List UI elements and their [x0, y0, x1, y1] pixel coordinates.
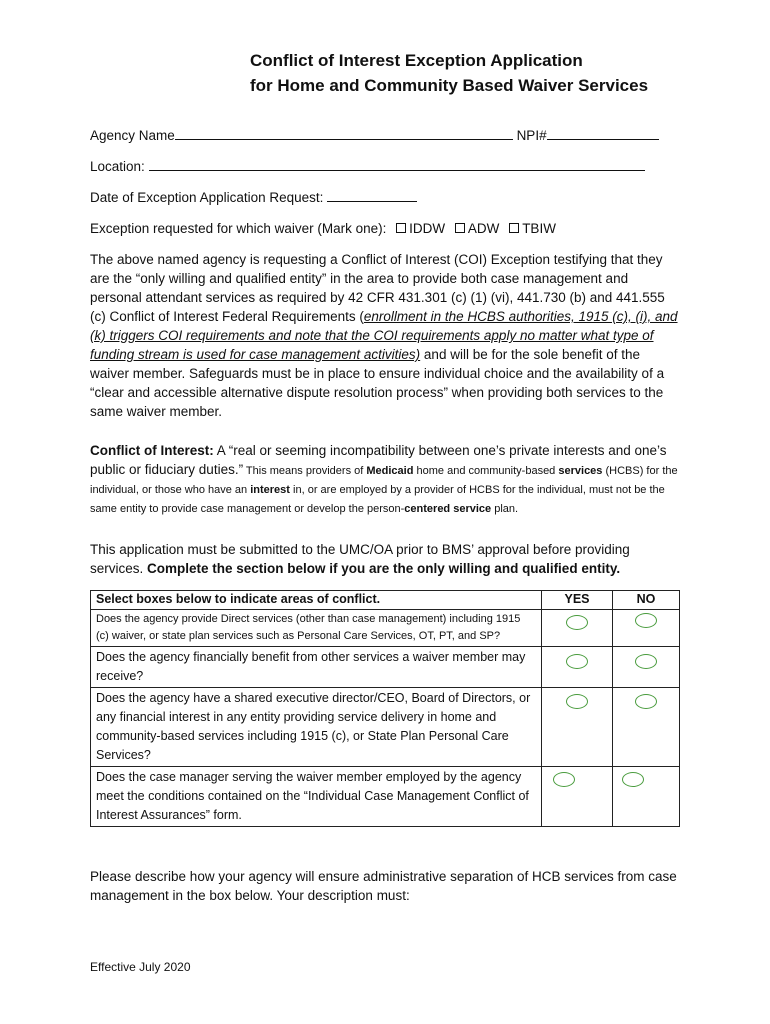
yes-radio-1[interactable] [566, 615, 588, 630]
question-1: Does the agency provide Direct services (other than case management) including 1915 (c) waiver, or state plan services such as Personal Care Services, OT, PT, and SP? [91, 610, 542, 647]
yes-radio-4[interactable] [553, 772, 575, 787]
date-label: Date of Exception Application Request: [90, 190, 324, 205]
iddw-label: IDDW [409, 221, 446, 236]
yes-cell [542, 610, 613, 647]
agency-name-field[interactable] [175, 127, 513, 140]
adw-checkbox[interactable] [455, 223, 465, 233]
def-bold-2: services [558, 465, 603, 477]
table-row [91, 767, 680, 827]
def-text-2: home and community-based [413, 465, 559, 477]
intro-text-b: and will be for the sole benefit of the waiver member. Safeguards must be in place to ensure individual choice and the availability of a “clear and accessible alternative dispute resolution process” when providing both services to the same waiver member. [90, 347, 665, 419]
submit-bold-text: Complete the section below if you are the only willing and qualified entity. [147, 561, 621, 576]
def-bold-1: Medicaid [366, 465, 414, 477]
document-title [250, 48, 648, 98]
intro-underlined-text: enrollment in the HCBS authorities, 1915 (c), (i), and (k) triggers COI requirements and note that the COI requirements apply no matter what type of funding stream is used for case management activities) [90, 309, 678, 362]
yes-radio-3[interactable] [566, 694, 588, 709]
no-cell [613, 767, 680, 827]
title-line-1: Conflict of Interest Exception Application [250, 51, 583, 70]
footer-effective-date: Effective July 2020 [90, 960, 191, 974]
agency-name-row [90, 127, 659, 145]
question-4: Does the case manager serving the waiver member employed by the agency meet the conditions contained on the “Individual Case Management Conflict of Interest Assurances” form. [91, 767, 542, 827]
yes-cell [542, 688, 613, 767]
describe-instructions: Please describe how your agency will ensure administrative separation of HCB services from case management in the box below. Your description must: [90, 869, 677, 903]
title-line-2: for Home and Community Based Waiver Services [250, 76, 649, 95]
question-2: Does the agency financially benefit from other services a waiver member may receive? [91, 647, 542, 688]
date-row [90, 189, 417, 207]
intro-text-a: The above named agency is requesting a Conflict of Interest (COI) Exception testifying that they are the “only willing and qualified entity” in the area to provide both case management and personal attendant services as required by 42 CFR 431.301 (c) (1) (vi), 441.730 (b) and 441.555 (c) Conflict of Interest Federal Requirements ( [90, 252, 665, 324]
npi-field[interactable] [547, 127, 659, 140]
no-cell [613, 688, 680, 767]
table-row [91, 647, 680, 688]
iddw-checkbox[interactable] [396, 223, 406, 233]
date-field[interactable] [327, 189, 417, 202]
table-header-row [91, 591, 680, 610]
no-radio-1[interactable] [635, 613, 657, 628]
location-label: Location: [90, 159, 145, 174]
no-radio-3[interactable] [635, 694, 657, 709]
location-row [90, 158, 645, 176]
location-field[interactable] [149, 158, 645, 171]
table-header-question: Select boxes below to indicate areas of conflict. [91, 591, 542, 610]
def-text-1: This means providers of [243, 465, 367, 477]
def-bold-3: interest [250, 484, 290, 496]
conflict-table [90, 590, 680, 827]
no-cell [613, 647, 680, 688]
tbiw-label: TBIW [522, 221, 556, 236]
def-text-4: in, or are employed by a provider of HCBS for the individual, must not be the same entity to provide case management or develop the person- [90, 484, 665, 515]
table-header-yes: YES [542, 591, 613, 610]
intro-paragraph [90, 250, 680, 421]
coi-definition-label: Conflict of Interest: [90, 443, 214, 458]
no-radio-2[interactable] [635, 654, 657, 669]
yes-cell [542, 647, 613, 688]
def-bold-4: centered service [404, 503, 492, 515]
waiver-label: Exception requested for which waiver (Mark one): [90, 221, 387, 236]
npi-label: NPI# [516, 128, 547, 143]
submit-instructions [90, 540, 680, 578]
coi-definition [90, 441, 680, 517]
def-text-3: (HCBS) for the individual, or those who have an [90, 465, 678, 496]
no-cell [613, 610, 680, 647]
table-header-no: NO [613, 591, 680, 610]
waiver-row [90, 220, 556, 238]
tbiw-checkbox[interactable] [509, 223, 519, 233]
def-text-5: plan. [491, 503, 519, 515]
coi-definition-quote: A “real or seeming incompatibility between one’s private interests and one’s public or fiduciary duties.” [90, 443, 667, 477]
submit-text: This application must be submitted to the UMC/OA prior to BMS’ approval before providing services. [90, 542, 630, 576]
no-radio-4[interactable] [622, 772, 644, 787]
agency-name-label: Agency Name [90, 128, 175, 143]
table-row [91, 610, 680, 647]
adw-label: ADW [467, 221, 500, 236]
yes-radio-2[interactable] [566, 654, 588, 669]
yes-cell [542, 767, 613, 827]
table-row [91, 688, 680, 767]
question-3: Does the agency have a shared executive director/CEO, Board of Directors, or any financial interest in any entity providing service delivery in home and community-based services including 1915 (c), or State Plan Personal Care Services? [91, 688, 542, 767]
